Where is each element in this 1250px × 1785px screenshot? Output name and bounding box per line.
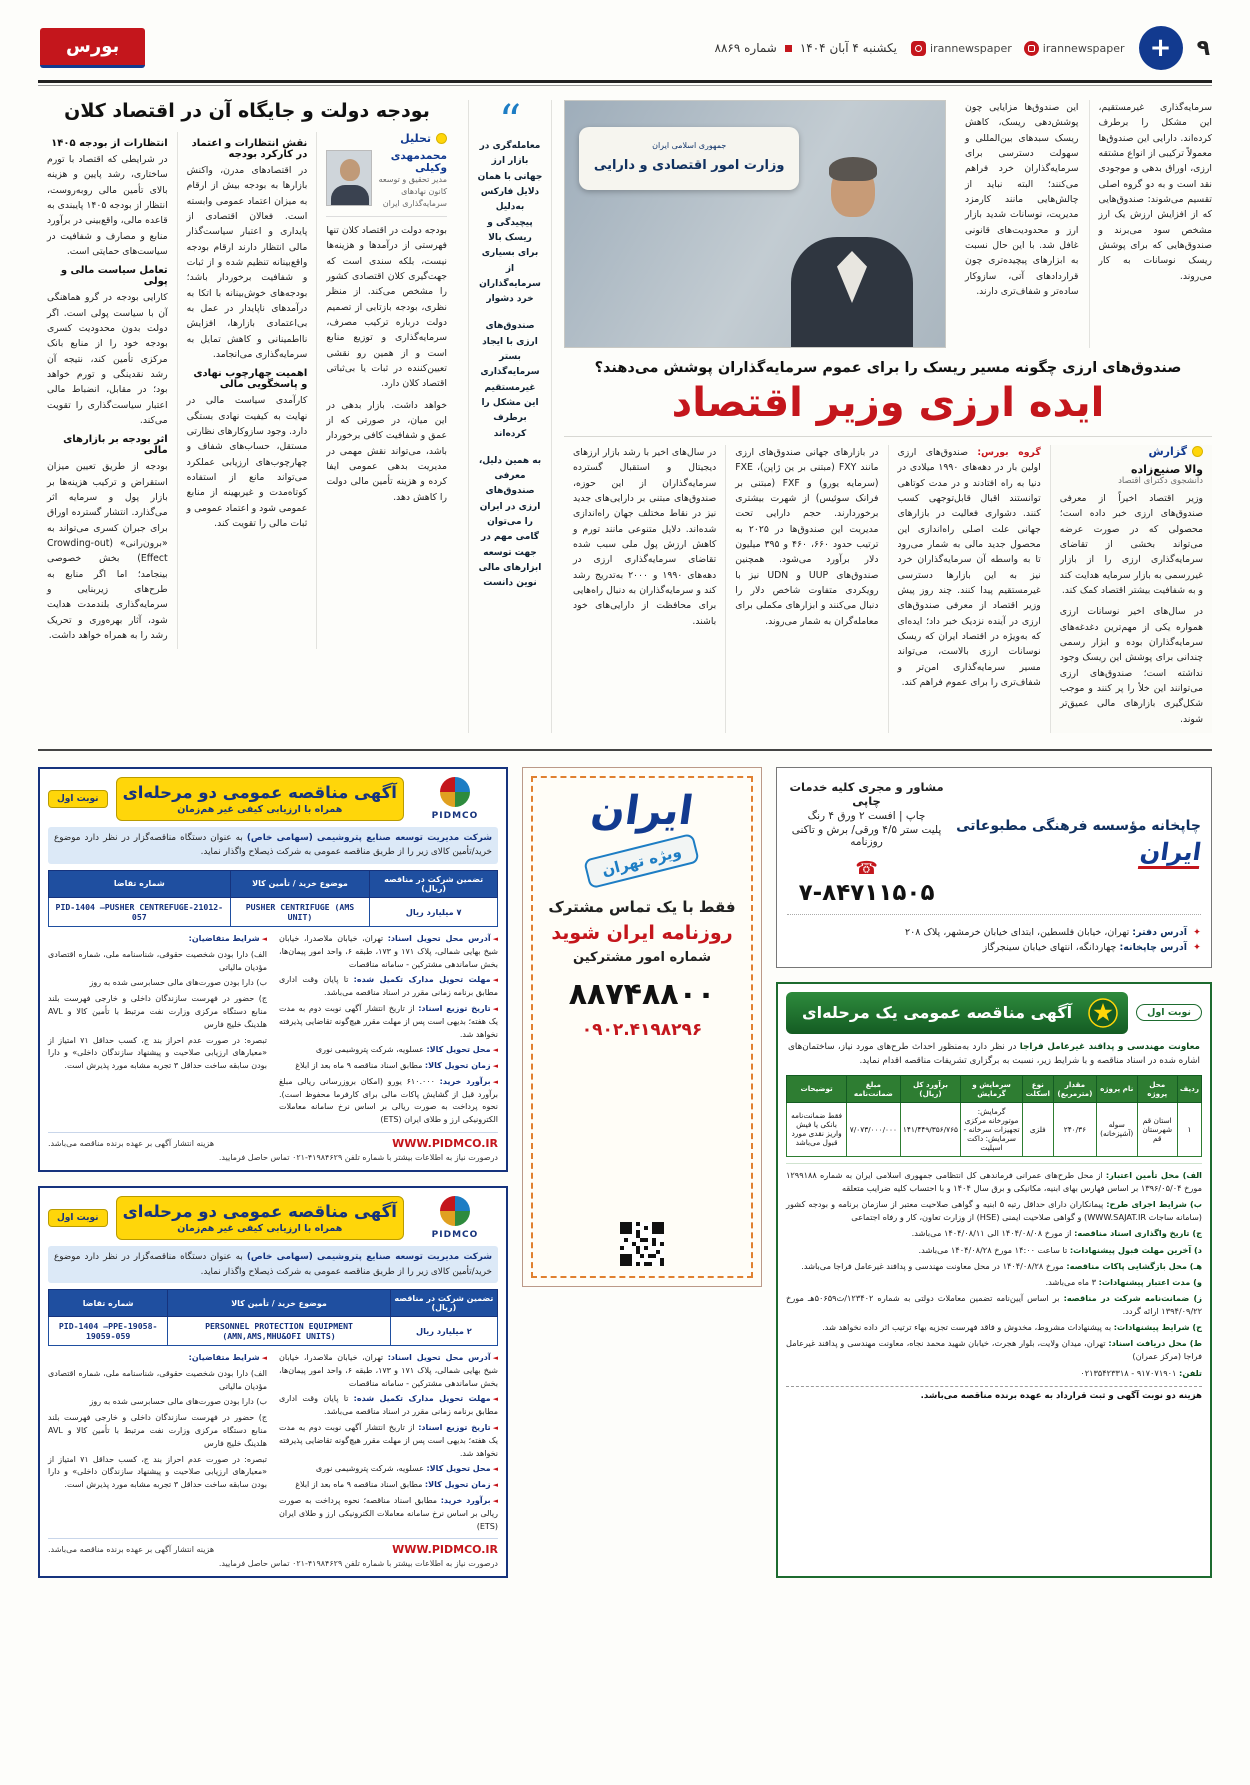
- section-tab-bourse: بورس: [40, 28, 145, 68]
- print-service-line: پلیت ستر ۴/۵ ورقی/ برش و تاکنی روزنامه: [791, 823, 942, 848]
- subhead: اهمیت چهارچوب نهادی و پاسخگویی مالی: [193, 368, 308, 391]
- plant-address-text: چهاردانگه، انتهای خیابان سینجرگاز: [982, 941, 1117, 953]
- table-header-cell: شماره تقاضا: [49, 1290, 168, 1317]
- subhead: اثر بودجه بر بازارهای مالی: [63, 434, 168, 457]
- twitter-handle[interactable]: irannewspaper: [1042, 41, 1125, 55]
- analysis-tag: تحلیل: [400, 132, 431, 145]
- tender-header: [48, 777, 498, 821]
- condition-line: [786, 1169, 1202, 1195]
- bullet-arrow-icon: ◄: [261, 934, 267, 943]
- feature-body-column: [564, 445, 725, 733]
- body-paragraph: در اقتصادهای مدرن، واکنش بازارها به بودجه بیش از ارقام به میزان اعتماد عمومی وابسته است. فعالان اقتصادی از پایداری و اعتبار سیاست‌گذار مالی انتظار دارند ارقام بودجه واقع‌بینانه تنظیم شده و از ثبات و شفافیت برخوردار باشد؛ بودجه‌های خوش‌بینانه با اتکا به درآمدهای ناپایدار در عمل به بی‌اعتمادی بازارها، افزایش نااطمینانی و کاهش تمایل به سرمایه‌گذاری می‌انجامد.: [186, 165, 308, 360]
- analysis-author-box: [326, 132, 447, 217]
- print-house-ad: [776, 767, 1212, 968]
- tender-item: [279, 1044, 498, 1057]
- table-cell: ۷/۰۷۳/۰۰۰/۰۰۰: [847, 1102, 900, 1156]
- condition-line: [786, 1367, 1202, 1380]
- bullet-arrow-icon: ◄: [492, 1465, 498, 1474]
- print-ad-title: چاپخانه مؤسسه فرهنگی مطبوعاتی: [956, 818, 1201, 835]
- table-row: [787, 1102, 1202, 1156]
- tender-items: [48, 933, 498, 1127]
- feature-side-column: [1089, 100, 1213, 348]
- tender-condition: ج) حضور در فهرست سازندگان داخلی و خارجی فهرست بلند منابع دستگاه مرکزی وزارت نفت مرتبط با تأمین کالا و AVL هلدینگ خلیج فارس: [48, 1413, 267, 1448]
- analysis-article: [38, 100, 456, 733]
- condition-label: ج) تاریخ واگذاری اسناد مناقصه:: [1074, 1228, 1202, 1239]
- analysis-title: بودجه دولت و جایگاه آن در اقتصاد کلان: [64, 100, 430, 122]
- bullet-arrow-icon: ◄: [492, 1424, 499, 1433]
- item-text: مطابق اسناد مناقصه ۹ ماه بعد از ابلاغ: [295, 1061, 423, 1071]
- tender-header: [48, 1196, 498, 1240]
- item-label: شرایط متقاضیان:: [188, 933, 260, 943]
- table-row: [49, 1317, 498, 1346]
- analysis-author-info: [378, 150, 447, 210]
- body-paragraph: در بازارهای جهانی صندوق‌های ارزی مانند FXY (مبتنی بر ین ژاپن)، FXE (سرمایه یورو) و FXF (مبتنی بر فرانک سوئیس) از شهرت بیشتری برخوردارند. حجم دارایی تحت مدیریت این صندوق‌ها در ۲۰۲۵ به ترتیب حدود ۶۶۰، ۴۶۰ و ۳۹۵ میلیون دلار برآورد می‌شود. همچنین صندوق‌های UUP و UDN نیز با رویکردی متفاوت شاخص دلار را دنبال می‌کنند و ابزارهای مکملی برای معامله‌گران به شمار می‌روند.: [735, 447, 879, 627]
- body-paragraph: خواهد داشت. بازار بدهی در این میان، در صورتی که از عمق و شفافیت کافی برخوردار باشد، می‌تواند نقش مهمی در مدیریت بدهی عمومی ایفا کرده و هزینه تأمین مالی دولت را کاهش دهد.: [326, 399, 447, 503]
- feature-side-columns: [956, 100, 1212, 348]
- plant-address-label: آدرس چاپخانه:: [1119, 941, 1187, 953]
- ads-section: [38, 751, 1212, 1579]
- feature-body: [564, 436, 1212, 733]
- ads-column-right: [776, 767, 1212, 1579]
- table-header-cell: محل پروژه: [1137, 1075, 1177, 1102]
- figure-hair: [829, 157, 877, 181]
- item-text: عسلویه، شرکت پتروشیمی نوری: [315, 1464, 424, 1474]
- bullet-arrow-icon: ◄: [492, 1481, 498, 1490]
- tender-company: شرکت مدیریت توسعه صنایع پتروشیمی (سهامی خاص): [246, 832, 493, 843]
- subhead: تعامل سیاست مالی و پولی: [60, 265, 168, 288]
- condition-text: پیمانکاران دارای حداقل رتبه ۵ ابنیه و گواهی صلاحیت معتبر از سازمان برنامه و بودجه کشور (سامانه ساجات WWW.SAJAT.IR) و گواهی صلاحیت ایمنی (HSE) از وزارت تعاون، کار و رفاه اجتماعی: [786, 1199, 1202, 1223]
- phone-icon: ☎: [855, 857, 878, 879]
- table-cell: استان قم شهرستان قم: [1137, 1102, 1177, 1156]
- editorial-section: [38, 86, 1212, 751]
- item-label: شرایط متقاضیان:: [188, 1353, 260, 1363]
- header-rule-thick: [38, 80, 1212, 83]
- item-text: تهران، خیابان ملاصدرا، خیابان شیخ بهایی شمالی، پلاک ۱۷۱ و ۱۷۳، طبقه ۶، واحد امور پیمان‌ها، بخش ساماندهی مشترکین - سامانه مناقصات: [279, 933, 499, 969]
- table-header-cell: مبلغ ضمانت‌نامه: [847, 1075, 900, 1102]
- bullet-arrow-icon: ◄: [492, 1046, 498, 1055]
- condition-text: تا ساعت ۱۴:۰۰ مورخ ۱۴۰۴/۰۸/۲۸ می‌باشد.: [918, 1244, 1068, 1255]
- pidmco-tender-ad-1: [38, 767, 508, 1172]
- ministry-sign-title: وزارت امور اقتصادی و دارایی: [593, 158, 785, 173]
- condition-text: ۹۱۷۰۷۱۹۰۱ - ۰۲۱۳۵۴۲۳۳۱۸: [1080, 1367, 1177, 1378]
- print-services: [787, 778, 946, 906]
- minister-figure: [777, 147, 927, 347]
- tender-item: [279, 1393, 498, 1419]
- subscription-phone: ۸۸۷۴۸۸۰۰: [568, 976, 716, 1012]
- minister-photo: [564, 100, 946, 348]
- green-title-bar: [786, 992, 1128, 1034]
- condition-label: ط) محل دریافت اسناد:: [1108, 1338, 1203, 1349]
- date-line: [715, 41, 898, 55]
- table-cell: گرمایش: موتورخانه مرکزی تجهیزات سرخانه - سرمایش: داکت اسپلیت: [961, 1102, 1022, 1156]
- table-header-cell: نام پروژه: [1096, 1075, 1137, 1102]
- green-tender-conditions: [786, 1163, 1202, 1380]
- tender-title-box: [116, 1196, 404, 1240]
- print-title-block: [956, 815, 1204, 868]
- tender-item: [279, 1479, 498, 1492]
- subscription-line: شماره امور مشترکین: [573, 949, 711, 965]
- analysis-column: [316, 132, 456, 649]
- analysis-author-row: [326, 150, 447, 210]
- tender-item: [279, 1076, 498, 1127]
- print-phone-number: ۷-۸۴۷۱۱۵۰۵: [798, 879, 935, 906]
- body-paragraph: وزیر اقتصاد اخیراً از معرفی صندوق‌های ارزی خبر داده است؛ محصولی که در صورت عرضه می‌تواند بخشی از تقاضای سرمایه‌گذاری ارزی را از بازار غیررسمی به بازار سرمایه هدایت کند و به شفافیت بیشتر اقتصاد کمک کند.: [1059, 493, 1203, 596]
- item-label: تاریخ توزیع اسناد:: [418, 1423, 491, 1433]
- condition-line: [786, 1292, 1202, 1318]
- yellow-dot-icon: [436, 133, 447, 144]
- ministry-sign-subtitle: جمهوری اسلامی ایران: [652, 141, 727, 150]
- body-paragraph: کارایی بودجه در گرو هماهنگی آن با سیاست پولی است. اگر دولت بدون محدودیت کسری بودجه خود را از منابع بانک مرکزی تأمین کند، نتیجه آن رشد نقدینگی و تورم خواهد بود؛ در مقابل، انضباط مالی اعتبار سیاست‌گذاری را تقویت می‌کند.: [46, 292, 168, 426]
- analysis-author-photo: [326, 150, 372, 206]
- table-cell: ۲۴۰/۳۶: [1053, 1102, 1096, 1156]
- social-handles: [911, 41, 1125, 56]
- bullet-arrow-icon: ◄: [492, 1077, 498, 1086]
- item-label: محل تحویل کالا:: [426, 1045, 491, 1055]
- tender-item: [48, 933, 267, 946]
- body-paragraph: این صندوق‌ها مزایایی چون پوشش‌دهی ریسک، کاهش ریسک سبدهای بین‌المللی و سهولت دسترسی برای سرمایه‌گذاران خرد فراهم می‌کنند؛ البته نباید از چالش‌هایی مانند کارمزد مدیریت، نوسانات شدید بازار ارز و محدودیت‌های قانونی غافل شد. با این حال نسبت به ابزارهای پیچیده‌تری چون قراردادهای آتی، سازوکار ساده‌تر و شفاف‌تری دارند.: [965, 102, 1079, 297]
- tender-items: [48, 1352, 498, 1533]
- tender-table: [48, 1289, 498, 1346]
- tender-note: هزینه انتشار آگهی بر عهده برنده مناقصه می‌باشد.: [48, 1545, 215, 1555]
- bullet-arrow-icon: ◄: [492, 1354, 499, 1363]
- print-service-line: چاپ | افست ۲ ورق ۴ رنگ: [807, 809, 926, 822]
- report-author: والا صنیع‌زاده: [1131, 463, 1203, 476]
- analysis-author-role: مدیر تحقیق و توسعه کانون نهادهای سرمایه‌گذاری ایران: [378, 175, 447, 208]
- item-text: از تاریخ انتشار آگهی نوبت دوم به مدت یک هفته؛ بدیهی است پس از مهلت مقرر هیچ‌گونه تقاضایی پذیرفته نخواهد شد.: [279, 1003, 498, 1039]
- subscription-mobile: ۰۹۰۲.۴۱۹۸۲۹۶: [581, 1019, 703, 1040]
- feature-body-column: [725, 445, 887, 733]
- table-cell: فلزی: [1022, 1102, 1053, 1156]
- subscription-line: فقط با یک تماس مشترک: [548, 897, 736, 916]
- lead-text: صندوق‌های ارزی اولین بار در دهه‌های ۱۹۹۰ میلادی در دنیا به راه افتادند و در مدت کوتاهی توانستند اقبال قابل‌توجهی کسب کنند. دشواری فعالیت در بازارهای جهانی علت اصلی راه‌اندازی این محصول جدید مالی به شمار می‌رود تا به واسطه آن سرمایه‌گذاران خرد نیز به این بازارها دسترسی غیرمستقیم پیدا کنند. چند روز پیش وزیر اقتصاد از معرفی صندوق‌های ارزی در آینده نزدیک خبر داد؛ ایده‌ای که به‌ویژه در اقتصاد ایران که ریسک نوسانات ارزی بالاست، می‌تواند مسیر سرمایه‌گذاری امن‌تر و شفاف‌تری را برای عموم فراهم کند.: [897, 447, 1041, 688]
- report-tag: گزارش: [1148, 445, 1187, 458]
- tender-footer: [48, 1538, 498, 1556]
- table-header-cell: سرمایش و گرمایش: [961, 1075, 1022, 1102]
- bullet-arrow-icon: ◄: [492, 976, 498, 985]
- green-tender-org: معاونت مهندسی و پدافند غیرعامل فراجا: [1019, 1041, 1201, 1052]
- table-header-cell: برآورد کل (ریال): [900, 1075, 961, 1102]
- green-tender-intro: [788, 1040, 1200, 1069]
- tender-note: هزینه انتشار آگهی بر عهده برنده مناقصه می‌باشد.: [48, 1139, 215, 1149]
- condition-line: [786, 1337, 1202, 1363]
- print-service-line: مشاور و مجری کلیه خدمات چاپی: [789, 779, 944, 808]
- kicker: صندوق‌های ارزی چگونه مسیر ریسک را برای عموم سرمایه‌گذاران پوشش می‌دهند؟: [594, 360, 1182, 376]
- item-label: برآورد خرید:: [440, 1496, 491, 1506]
- author-photo-body: [331, 185, 369, 206]
- pull-quote-strip: [468, 96, 552, 733]
- table-cell: PERSONNEL PROTECTION EQUIPMENT (AMN,AMS,MHU&OFI UNITS): [168, 1317, 390, 1346]
- logo-glyph: +: [1149, 33, 1172, 63]
- tender-condition: ب) دارا بودن صورت‌های مالی حسابرسی شده به روز: [89, 978, 267, 988]
- green-tender-title: آگهی مناقصه عمومی یک مرحله‌ای: [801, 1003, 1073, 1023]
- condition-label: هـ) محل بازگشایی پاکات مناقصه:: [1066, 1260, 1202, 1271]
- tender-item: [279, 1003, 498, 1041]
- body-paragraph: در سال‌های اخیر نوسانات ارزی همواره یکی از مهم‌ترین دغدغه‌های سرمایه‌گذاران بوده و ابزار رسمی چندانی برای پوشش این ریسک وجود نداشته است؛ صندوق‌های ارزی می‌توانند این خلأ را پر کنند و موجب شکل‌گیری بازارهای مالی عمیق‌تر شوند.: [1059, 606, 1203, 725]
- table-cell: PID-1404 –PPE-19058-19059-059: [49, 1317, 168, 1346]
- round-badge: نوبت اول: [1136, 1004, 1202, 1021]
- tender-phone-note: درصورت نیاز به اطلاعات بیشتر با شماره تلفن ۴۱۹۸۴۶۲۹-۰۲۱ تماس حاصل فرمایید.: [218, 1559, 498, 1569]
- bullet-arrow-icon: ◄: [492, 1395, 498, 1404]
- body-paragraph: در سال‌های اخیر با رشد بازار ارزهای دیجیتال و استقبال گسترده سرمایه‌گذاران از این حوزه، صندوق‌های مبتنی بر دارایی‌های جدید نیز در نقاط مختلف جهان راه‌اندازی شده‌اند. دلایل متنوعی مانند تورم و کاهش ارزش پول ملی سبب شده تقاضای سرمایه‌گذاری ارزی در دهه‌های ۱۹۹۰ و ۲۰۰۰ به‌تدریج رشد کند و سرمایه‌گذاران به دنبال راه‌هایی برای محافظت از دارایی‌های خود باشند.: [573, 447, 717, 627]
- bullet-arrow-icon: ◄: [492, 1004, 499, 1013]
- police-tender-ad: [776, 982, 1212, 1579]
- tender-title: آگهی مناقصه عمومی دو مرحله‌ای: [122, 782, 397, 802]
- iran-newspaper-logo-icon: [1139, 26, 1183, 70]
- separator-square-icon: [785, 45, 792, 52]
- twitter-icon: [1024, 41, 1039, 56]
- bullet-arrow-icon: ◄: [261, 1354, 267, 1363]
- item-text: مطابق اسناد مناقصه؛ نحوه پرداخت به صورت ریالی بر اساس نرخ سامانه معاملات الکترونیکی ارز و طلای ایران (ETS): [279, 1496, 498, 1531]
- photo-row: [564, 100, 1212, 348]
- condition-text: ۳ ماه می‌باشد.: [1045, 1276, 1097, 1287]
- table-header-cell: توضیحات: [787, 1075, 847, 1102]
- social-item: [1024, 41, 1125, 56]
- tender-condition: الف) دارا بودن شخصیت حقوقی، شناسنامه ملی، شماره اقتصادی مؤدیان مالیاتی: [48, 1368, 267, 1391]
- tender-item: [279, 974, 498, 1000]
- tender-footer: [48, 1132, 498, 1150]
- pidmco-logo-text: PIDMCO: [431, 1230, 479, 1241]
- table-header-cell: تضمین شرکت در مناقصه (ریال): [370, 870, 498, 897]
- condition-label: الف) محل تأمین اعتبار:: [1105, 1169, 1202, 1180]
- office-address-label: آدرس دفتر:: [1132, 926, 1187, 938]
- main-headline: ایده ارزی وزیر اقتصاد: [671, 380, 1105, 426]
- item-label: برآورد خرید:: [439, 1076, 491, 1086]
- tender-title-box: [116, 777, 404, 821]
- item-label: زمان تحویل کالا:: [424, 1480, 491, 1490]
- tender-condition: ب) دارا بودن صورت‌های مالی حسابرسی شده به روز: [89, 1397, 267, 1407]
- condition-text: از محل طرح‌های عمرانی فرماندهی کل انتظامی جمهوری اسلامی ایران به شماره ۱۲۹۹۱۸۸ مورخ ۱۳۹۶/۰۵/۰۴ بر اساس فهارس بهای ابنیه، مکانیکی و برق سال ۱۴۰۴ و با احتساب کلیه ضرایب متعلقه: [786, 1169, 1202, 1194]
- condition-text: از مورخ ۱۴۰۴/۰۸/۰۸ الی ۱۴۰۴/۰۸/۱۱ می‌باشد.: [911, 1228, 1072, 1239]
- lead-label: گروه بورس:: [977, 447, 1041, 458]
- ads-column-left: [38, 767, 508, 1579]
- item-label: مهلت تحویل مدارک تکمیل شده:: [353, 1394, 491, 1404]
- table-cell: ۱: [1177, 1102, 1201, 1156]
- quote-icon: “: [498, 96, 522, 147]
- table-header-cell: شماره تقاضا: [49, 870, 231, 897]
- qr-code: [620, 1222, 664, 1266]
- iran-masthead: ایران: [588, 787, 696, 834]
- ads-column-middle: [522, 767, 762, 1579]
- pull-quote-text: معامله‌گری در بازار ارز جهانی با همان دلایل فارکس به‌دلیل پیچیدگی و ریسک بالا برای بسیاری از سرمایه‌گذاران خرد دشوار: [477, 141, 543, 305]
- green-tender-intro-text: در نظر دارد به‌منظور احداث طرح‌های مورد نیاز، ساختمان‌های اشاره شده در اسناد مناقصه و با شرایط زیر، نسبت به برگزاری تشریفات مناقصه اقدام نماید.: [788, 1041, 1200, 1067]
- print-phone: [787, 854, 946, 906]
- item-label: زمان تحویل کالا:: [424, 1061, 491, 1071]
- tender-intro: [48, 827, 498, 864]
- social-item: [911, 41, 1012, 56]
- tender-intro: [48, 1246, 498, 1283]
- tender-condition: ج) حضور در فهرست سازندگان داخلی و خارجی فهرست بلند منابع دستگاه مرکزی وزارت نفت مرتبط با تأمین کالا و AVL هلدینگ خلیج فارس: [48, 994, 267, 1029]
- condition-text: تهران، میدان ولایت، بلوار هجرت، خیابان شهید محمد نجاه، معاونت مهندسی و پدافند غیرعامل فراجا (مرکز عمران): [786, 1338, 1202, 1362]
- condition-line: [786, 1260, 1202, 1273]
- pidmco-logo: [412, 777, 498, 821]
- author-photo-head: [340, 159, 360, 181]
- feature-article: [564, 100, 1212, 733]
- tender-company: شرکت مدیریت توسعه صنایع پتروشیمی (سهامی خاص): [246, 1252, 493, 1263]
- tender-item: [48, 1352, 267, 1365]
- analysis-column: [38, 132, 177, 649]
- tender-item: [279, 1060, 498, 1073]
- date-text: یکشنبه ۴ آبان ۱۴۰۴: [799, 41, 898, 55]
- tender-intro-text: به عنوان دستگاه مناقصه‌گزار در نظر دارد موضوع خرید/تأمین کالای زیر را از طریق مناقصه عمومی به شرکت ذیصلاح واگذار نماید.: [54, 832, 492, 858]
- item-text: مطابق اسناد مناقصه ۹ ماه بعد از ابلاغ: [295, 1480, 423, 1490]
- table-cell: فقط ضمانت‌نامه بانکی یا فیش واریز نقدی مورد قبول می‌باشد: [787, 1102, 847, 1156]
- police-emblem-icon: [1088, 998, 1118, 1028]
- table-header-row: [787, 1075, 1202, 1102]
- subscription-line: روزنامه ایران شوید: [551, 921, 733, 944]
- pidmco-tender-ad-2: [38, 1186, 508, 1578]
- condition-label: ز) ضمانت‌نامه شرکت در مناقصه:: [1063, 1292, 1202, 1303]
- table-header-row: [49, 870, 498, 897]
- table-row: [49, 897, 498, 926]
- item-label: تاریخ توزیع اسناد:: [418, 1003, 491, 1013]
- item-text: تا پایان وقت اداری مطابق برنامه زمانی مقرر در اسناد مناقصه می‌باشد.: [279, 975, 498, 998]
- analysis-column: [177, 132, 317, 649]
- table-header-row: [49, 1290, 498, 1317]
- round-badge: نوبت اول: [48, 790, 108, 808]
- issue-number: شماره ۸۸۶۹: [714, 41, 777, 55]
- page-header: [38, 18, 1212, 86]
- table-cell: ۱۴۱/۴۴۹/۳۵۶/۷۶۵: [900, 1102, 961, 1156]
- tender-condition: الف) دارا بودن شخصیت حقوقی، شناسنامه ملی، شماره اقتصادی مؤدیان مالیاتی: [48, 949, 267, 972]
- green-tender-footer: هزینه دو نوبت آگهی و ثبت قرارداد به عهده برنده مناقصه می‌باشد.: [786, 1386, 1202, 1401]
- item-label: آدرس محل تحویل اسناد:: [387, 933, 491, 943]
- office-address: [787, 927, 1201, 938]
- pull-quote-text: صندوق‌های ارزی با ایجاد بستر سرمایه‌گذاری غیرمستقیم این مشکل را برطرف کرده‌اند: [480, 321, 540, 439]
- condition-line: [786, 1321, 1202, 1334]
- item-text: ۶۱۰.۰۰۰ یورو (امکان بروزرسانی ریالی مبلغ برآورد قبل از گشایش پاکات مالی برای کارفرما محفوظ است). نحوه پرداخت به صورت ریالی بر اساس نرخ سامانه معاملات الکترونیکی ارز و طلای ایران (ETS): [279, 1076, 498, 1125]
- condition-label: ح) شرایط پیشنهادات:: [1113, 1322, 1202, 1333]
- condition-label: د) آخرین مهلت قبول پیشنهادات:: [1069, 1244, 1202, 1255]
- subscription-ad-frame: [531, 776, 753, 1278]
- table-header-cell: موضوع خرید / تأمین کالا: [230, 870, 370, 897]
- plant-address: [787, 942, 1201, 953]
- tender-item: [279, 1495, 498, 1533]
- body-paragraph: سرمایه‌گذاری غیرمستقیم، این مشکل را برطرف کرده‌اند. دارایی این صندوق‌ها معمولاً ترکیبی از انواع مشتقه ارزی، اوراق بدهی و موجودی نقد است و به دو گروه اصلی تقسیم می‌شوند: صندوق‌هایی که از افزایش ارزش یک ارز مشخص سود می‌برند و صندوق‌هایی که برای پوشش ریسک نوسانات به کار می‌روند.: [1098, 102, 1212, 282]
- body-paragraph: بودجه از طریق تعیین میزان استقراض و ترکیب هزینه‌ها بر بازار پول و سرمایه اثر می‌گذارد. انتشار گسترده اوراق برای جبران کسری می‌تواند به «برون‌رانی» (Crowding-out Effect) بخش خصوصی بینجامد؛ اما اگر منابع به طرح‌های زیربنایی و سرمایه‌گذاری بلندمدت هدایت شود، آثار بهره‌وری و تحریک رشد را به همراه خواهد داشت.: [46, 461, 168, 641]
- green-tender-table: [786, 1075, 1202, 1157]
- table-cell: ۷ میلیارد ریال: [370, 897, 498, 926]
- office-address-text: تهران، خیابان فلسطین، ابتدای خیابان خرمشهر، پلاک ۲۰۸: [905, 926, 1130, 938]
- tender-item: [279, 1352, 498, 1390]
- tehran-stamp: ویژه تهران: [583, 833, 700, 889]
- table-header-cell: مقدار (مترمربع): [1053, 1075, 1096, 1102]
- pidmco-website-link[interactable]: WWW.PIDMCO.IR: [392, 1137, 498, 1151]
- pidmco-logo-icon: [440, 777, 470, 807]
- condition-label: تلفن:: [1179, 1367, 1202, 1378]
- tender-condition: تبصره: در صورت عدم احراز بند ج، کسب حداقل ۷۱ امتیاز از «معیارهای ارزیابی صلاحیت و پیشنهاد سازندگان داخلی» و دارا بودن سابقه ساخت حداقل ۳ تجربه مشابه مورد پذیرش است.: [48, 1454, 267, 1490]
- report-author-role: دانشجوی دکترای اقتصاد: [1118, 476, 1203, 486]
- condition-label: و) مدت اعتبار پیشنهادات:: [1098, 1276, 1202, 1287]
- tender-item: [279, 1422, 498, 1460]
- table-header-cell: موضوع خرید / تأمین کالا: [168, 1290, 390, 1317]
- pull-quote-text: به همین دلیل، معرفی صندوق‌های ارزی در ایران را می‌توان گامی مهم در جهت توسعه ابزارهای مالی نوین دانست: [478, 455, 542, 589]
- address-pin-icon: ✦: [1193, 926, 1201, 938]
- item-text: عسلویه، شرکت پتروشیمی نوری: [315, 1045, 424, 1055]
- condition-text: بر اساس آیین‌نامه تضمین معاملات دولتی به شماره ۱۲۳۴۰۲/ت۵۰۶۵۹هـ مورخ ۱۳۹۴/۰۹/۲۲ ارائه گردد.: [786, 1292, 1202, 1317]
- bullet-arrow-icon: ◄: [492, 1497, 498, 1506]
- iran-masthead: ایران: [1138, 838, 1203, 869]
- condition-line: [786, 1198, 1202, 1224]
- report-column: [1050, 445, 1212, 733]
- table-header-cell: نوع اسکلت: [1022, 1075, 1053, 1102]
- pidmco-logo-icon: [440, 1196, 470, 1226]
- bullet-arrow-icon: ◄: [492, 934, 499, 943]
- tender-subtitle: همراه با ارزیابی کیفی غیر هم‌زمان: [177, 1223, 343, 1235]
- table-cell: PID-1404 –PUSHER CENTREFUGE-21012-057: [49, 897, 231, 926]
- green-tender-header: [786, 992, 1202, 1034]
- tender-intro-text: به عنوان دستگاه مناقصه‌گزار در نظر دارد موضوع خرید/تأمین کالای زیر را از طریق مناقصه عمومی به شرکت ذیصلاح واگذار نماید.: [54, 1252, 492, 1277]
- tender-condition: تبصره: در صورت عدم احراز بند ج، کسب حداقل ۷۱ امتیاز از «معیارهای ارزیابی صلاحیت و پیشنهاد سازندگان داخلی» و دارا بودن سابقه ساخت حداقل ۳ تجربه مشابه مورد پذیرش است.: [48, 1035, 267, 1071]
- subscription-footer: [533, 1222, 751, 1266]
- tender-phone-note: درصورت نیاز به اطلاعات بیشتر با شماره تلفن ۴۱۹۸۴۶۲۹-۰۲۱ تماس حاصل فرمایید.: [218, 1153, 498, 1163]
- item-text: از تاریخ انتشار آگهی نوبت دوم به مدت یک هفته؛ بدیهی است پس از مهلت مقرر هیچ‌گونه تقاضایی پذیرفته نخواهد شد.: [279, 1423, 498, 1458]
- body-paragraph: در شرایطی که اقتصاد با تورم ساختاری، رشد پایین و هزینه بالای تأمین مالی روبه‌روست، انتظار از بودجه ۱۴۰۵ پایبندی به قاعده مالی، واقع‌بینی در برآورد منابع و مصارف و شفافیت در سیاست‌های حمایتی است.: [46, 154, 168, 257]
- pidmco-logo-text: PIDMCO: [431, 810, 479, 821]
- tender-item: [279, 1463, 498, 1476]
- condition-line: [786, 1244, 1202, 1257]
- condition-line: [786, 1227, 1202, 1240]
- lead-paragraph: [898, 445, 1041, 690]
- table-header-cell: ردیف: [1177, 1075, 1201, 1102]
- instagram-handle[interactable]: irannewspaper: [930, 41, 1012, 55]
- address-pin-icon: ✦: [1193, 941, 1201, 953]
- condition-line: [786, 1276, 1202, 1289]
- subhead: انتظارات از بودجه ۱۴۰۵: [51, 138, 168, 149]
- report-tag-line: [1060, 445, 1203, 458]
- condition-label: ب) شرایط اجرای طرح:: [1106, 1199, 1202, 1210]
- subhead: نقش انتظارات و اعتماد در کارکرد بودجه: [191, 138, 308, 160]
- tender-title: آگهی مناقصه عمومی دو مرحله‌ای: [122, 1202, 397, 1222]
- feature-lead-column: [888, 445, 1050, 733]
- item-label: مهلت تحویل مدارک تکمیل شده:: [353, 975, 491, 985]
- tender-item: [279, 933, 498, 971]
- print-ad-top: [787, 778, 1204, 915]
- table-cell: ۲ میلیارد ریال: [390, 1317, 497, 1346]
- pidmco-website-link[interactable]: WWW.PIDMCO.IR: [392, 1543, 498, 1557]
- analysis-tag-line: [326, 132, 447, 145]
- page-number: ۹: [1196, 35, 1210, 61]
- yellow-dot-icon: [1192, 446, 1203, 457]
- analysis-body: [38, 132, 456, 649]
- item-label: محل تحویل کالا:: [426, 1464, 491, 1474]
- bullet-arrow-icon: ◄: [492, 1062, 498, 1071]
- body-paragraph: کارآمدی سیاست مالی در نهایت به کیفیت نهادی بستگی دارد. وجود سازوکارهای نظارتی مستقل، حساب‌های شفاف و چهارچوب‌های ارزیابی عملکرد می‌تواند مانع از استفاده کوتاه‌مدت و غیربهینه از منابع عمومی شود و اعتماد عمومی و ثبات مالی را تقویت کند.: [186, 395, 308, 529]
- condition-text: به پیشنهادات مشروط، مخدوش و فاقد فهرست تجزیه بهاء ترتیب اثر داده نخواهد شد.: [822, 1322, 1112, 1333]
- analysis-author: محمدمهدی وکیلی: [390, 150, 447, 174]
- condition-text: مورخ ۱۴۰۴/۰۸/۲۸ در محل معاونت مهندسی و پدافند غیرعامل فراجا می‌باشد.: [801, 1260, 1064, 1271]
- subscription-ad: [522, 767, 762, 1287]
- item-text: تهران، خیابان ملاصدرا، خیابان شیخ بهایی شمالی، پلاک ۱۷۱ و ۱۷۳، طبقه ۶، واحد امور پیمان‌ها، بخش ساماندهی مشترکین - سامانه مناقصات: [279, 1353, 499, 1388]
- tender-subtitle: همراه با ارزیابی کیفی غیر هم‌زمان: [177, 803, 343, 815]
- print-addresses: [787, 915, 1201, 953]
- round-badge: نوبت اول: [48, 1209, 108, 1227]
- instagram-icon: [911, 41, 926, 56]
- table-cell: PUSHER CENTRIFUGE (AMS UNIT): [230, 897, 370, 926]
- table-header-cell: تضمین شرکت در مناقصه (ریال): [390, 1290, 497, 1317]
- ministry-sign: [579, 127, 799, 190]
- item-label: آدرس محل تحویل اسناد:: [387, 1353, 491, 1363]
- body-paragraph: بودجه دولت در اقتصاد کلان تنها فهرستی از درآمدها و هزینه‌ها نیست، بلکه سندی است که جهت‌گیری کلان اقتصادی کشور را مشخص می‌کند. از منظر نظری، بودجه بازتابی از تصمیم دولت درباره ترکیب مصرف، سرمایه‌گذاری و توزیع منابع است و از همین رو نقشی تعیین‌کننده در ثبات یا بی‌ثباتی اقتصاد کلان دارد.: [326, 225, 447, 390]
- pidmco-logo: [412, 1196, 498, 1240]
- tender-table: [48, 870, 498, 927]
- table-cell: سوله (آشپزخانه): [1096, 1102, 1137, 1156]
- feature-side-column: [956, 100, 1079, 348]
- item-text: تا پایان وقت اداری مطابق برنامه زمانی مقرر در اسناد مناقصه می‌باشد.: [279, 1394, 498, 1417]
